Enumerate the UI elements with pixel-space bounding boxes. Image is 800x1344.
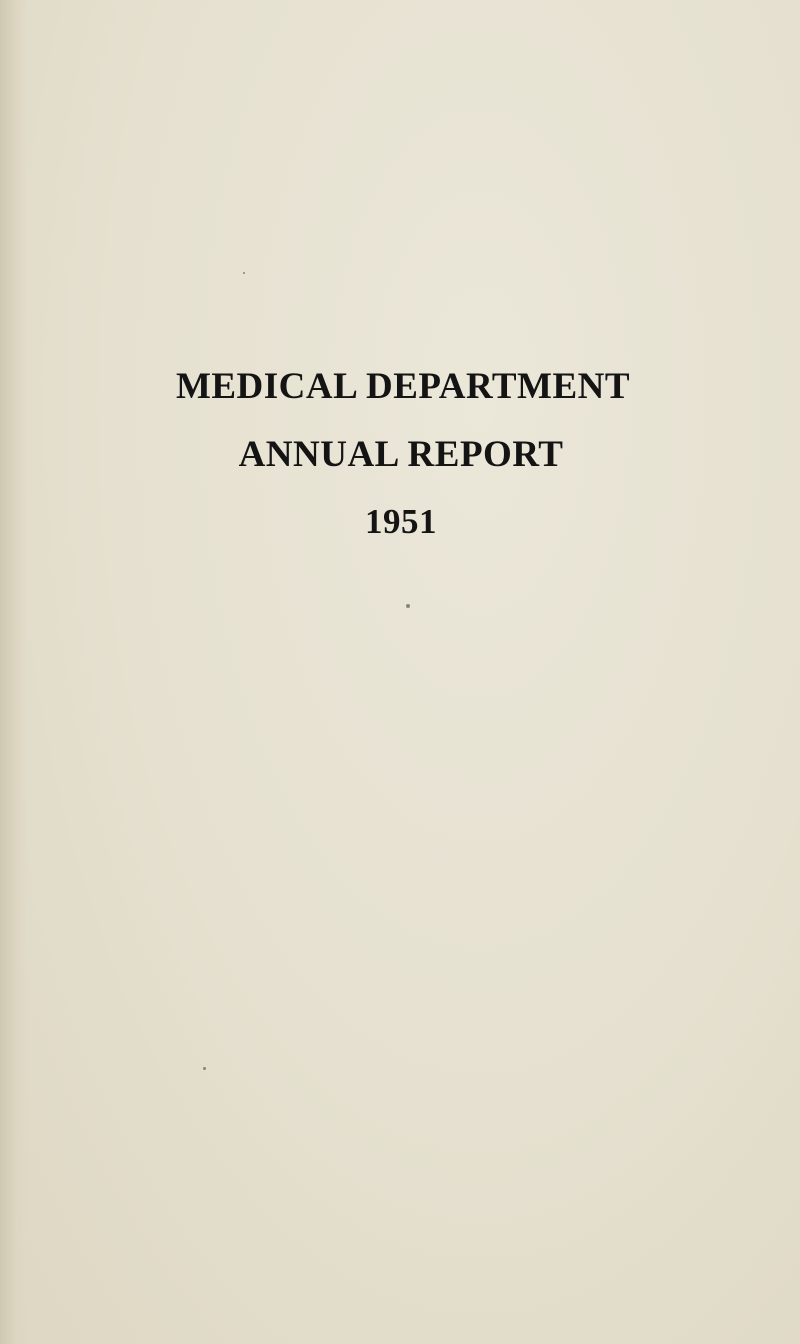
paper-speck [203, 1067, 206, 1070]
paper-speck [406, 604, 410, 608]
report-year: 1951 [365, 502, 437, 541]
paper-speck [243, 272, 245, 274]
department-title: MEDICAL DEPARTMENT [175, 366, 631, 407]
page-edge-shadow [0, 0, 28, 1344]
cover-title-block [0, 368, 800, 540]
report-title: ANNUAL REPORT [238, 434, 564, 475]
